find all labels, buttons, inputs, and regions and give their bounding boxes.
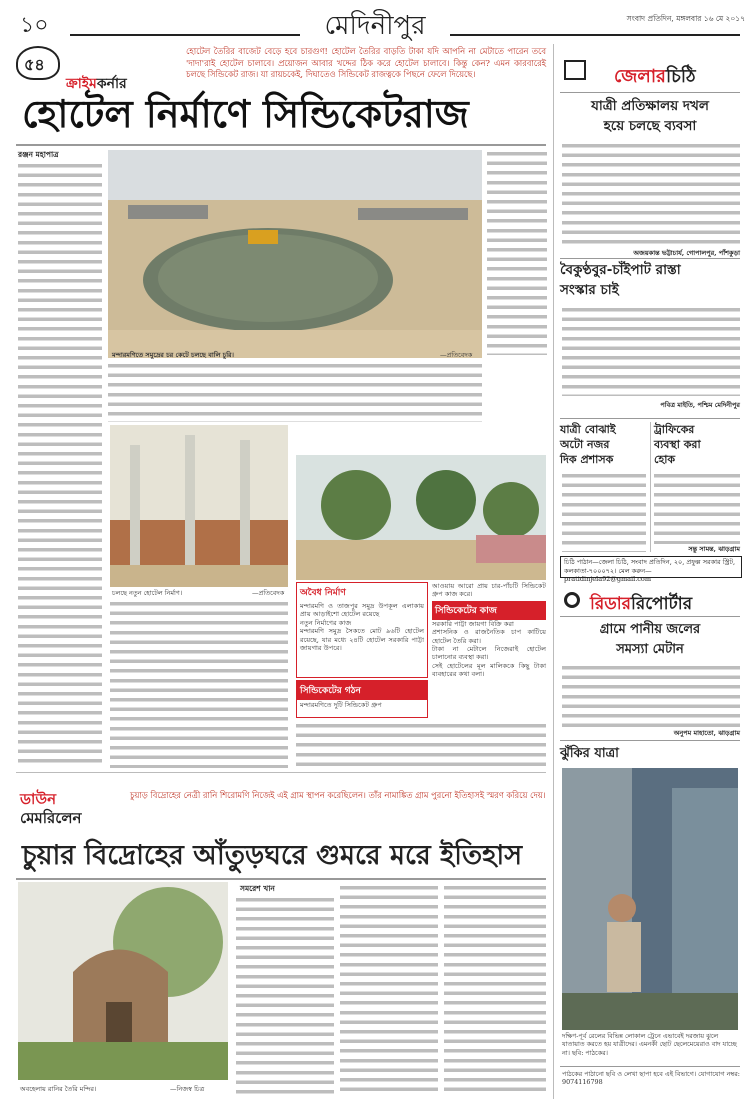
reporter-icon [564,592,580,608]
crime-byline: রঞ্জন মহাপাত্র [18,150,59,159]
memory-column-1 [236,896,334,1096]
reader-section-title [590,591,692,619]
crime-column-1 [18,162,102,767]
crime-headline: হোটেল নির্মাণে সিন্ডিকেটরাজ [22,92,469,136]
beach-photo-credit: —প্রতিবেদক [440,351,473,359]
reader-footer-rule [560,1066,740,1067]
district-story4-headline [654,422,742,467]
district-story1-rule [560,258,740,259]
filler-lines [110,600,288,768]
construction-photo-credit: —প্রতিবেদক [252,589,285,597]
trees-photo-svg [296,455,546,580]
reader-story1-rule [560,740,740,741]
crime-headline-rule [16,144,546,146]
letters-address-box: চিঠি পাঠান—জেলা চিঠি, সংবাদ প্রতিদিন, ২০, প্রফুল্ল সরকার স্ট্রিট, কলকাতা-৭০০০৭২। মেল করুন— pratidinjela92@gmail.com [560,556,742,578]
story4-headline-line2: ব্যবস্থা করা [654,438,701,451]
paper-date: সংবাদ প্রতিদিন, মঙ্গলবার ১৬ মে ২০১৭ [626,14,745,23]
box1-item-3: মন্দারমণি সমুদ্র সৈকতে মোট ৯৬টি হোটেল রয়েছে, যার মধ্যে ২৪টি হোটেল সরকারি পাট্টা জায়গার উপরে। [300,627,424,653]
box3-title: সিন্ডিকেটের কাজ [432,601,546,620]
story3-headline-line1: যাত্রী বোঝাই [560,423,616,436]
district-story-split-rule [650,422,651,552]
train-photo-caption: দক্ষিণ-পূর্ব রেলের বিভিন্ন লোকাল ট্রেনে এভাবেই দরজায় ঝুলে যাতায়াত করতে হয় যাত্রীদের। এমনকী ছোট ছেলেমেয়েরাও বাদ যাচ্ছে না। ছবি: পাঠকের। [562,1032,737,1057]
memory-column-3 [444,884,546,1096]
crime-column-4 [110,600,288,768]
district-story1-headline [560,96,740,136]
memory-byline: সমরেশ খান [240,884,275,893]
filler-lines [562,664,740,728]
page-number: ১০ [20,13,49,38]
district-story2-headline [560,260,740,300]
reader-title-dark: রিপোর্টার [631,594,693,614]
temple-photo-credit: —নিজস্ব চিত্র [170,1085,205,1093]
memory-column-2 [340,884,438,1096]
story2-headline-line2: সংস্কার চাই [560,282,619,298]
beach-sand-theft-photo [108,150,482,358]
filler-lines [108,362,482,422]
reader-story1-body [562,664,740,728]
masthead-rule-right [450,34,740,36]
beach-photo-svg [108,150,482,358]
section-title: মেদিনীপুর [324,11,426,41]
district-title-dark: চিঠি [665,66,696,87]
reader-footer-note: পাঠকের পাঠানো ছবি ও লেখা ছাপা হবে এই বিভাগে। যোগাযোগ নম্বর: 9074116798 [562,1070,740,1087]
temple-photo-caption: অবহেলায় রানির তৈরি মন্দির। [20,1085,97,1093]
reader-story1-headline [560,620,740,660]
box1-item-2: নতুন নির্মাণের কাজ [300,618,352,627]
story1-headline-line1: যাত্রী প্রতিক্ষালয় দখল [591,98,709,114]
temple-photo-svg [18,882,228,1080]
box1-title: অবৈধ নির্মাণ [300,588,346,598]
filler-lines [340,884,438,1096]
masthead-rule-left [70,34,300,36]
crime-column-2 [487,150,547,355]
ruined-temple-photo [18,882,228,1080]
district-story1-body [562,142,740,247]
district-story4-signoff: সন্তু সামন্ত, ঝাড়গ্রাম [688,545,740,553]
district-story2-signoff: পবিত্র মাইতি, পশ্চিম মেদিনীপুর [660,401,740,409]
box2-item-1: মন্দারমণিতে দুটি সিন্ডিকেট গ্রুপ [300,701,382,709]
crime-column-5 [296,722,546,768]
district-story2-body [562,306,740,396]
memory-kicker [20,790,81,828]
reader-header-rule [560,616,740,617]
train-door-photo [562,768,738,1030]
memory-headline: চুয়ার বিদ্রোহের আঁতুড়ঘরে গুমরে মরে ইতিহাস [22,840,523,871]
district-story1-signoff: অজয়কান্ত ভট্টাচার্য, গোপালপুর, পাঁশকুড়া [633,249,740,257]
reader-title-red: রিডার [590,594,632,614]
box2-title: সিন্ডিকেটের গঠন [297,681,427,700]
district-section-header [560,56,740,88]
district-story4-body [654,472,740,544]
district-header-rule [560,92,740,93]
filler-lines [296,722,546,768]
crime-teaser: হোটেল তৈরির বাজেট বেড়ে হবে চারগুণ! হোটেল তৈরির বাড়তি টাকা যদি আপনি না মেটাতে পারেন তবে 'দাদা'রাই হোটেল চালাবে। প্রয়োজন আবার খদ্দের ঠিক করে হোটেল চালাবে। কিন্তু কেন? এমন কারবারেই চলছে সিন্ডিকেট রাজ। যা রায়চকেই, দিঘাতেও সিন্ডিকেট রাজত্বকে পিছনে ফেলে দিয়েছে। [186,46,546,79]
construction-photo-caption: চলছে নতুন হোটেল নির্মাণ। [112,589,183,597]
right-column-divider [553,44,554,1099]
reader-story1-signoff: অনুপম মাহাতো, ঝাড়গ্রাম [673,729,740,737]
reader-story2-headline: ঝুঁকির যাত্রা [560,746,619,761]
crime-column-3 [108,362,482,422]
district-story2-rule [560,418,740,419]
pandanus-trees-photo [296,455,546,580]
beach-photo-caption: মন্দারমণিতে সমুদ্রের চর কেটে চলছে বালি চুরি। [112,351,234,359]
filler-lines [487,150,547,355]
crime-kicker-dark: কর্নার [96,76,127,92]
hotel-construction-photo [110,425,288,587]
box1-item-1: মন্দারমণি ও তাজপুর সমুদ্র উপকূল এলাকায় প্রায় আড়াইশো হোটেল রয়েছে [300,602,424,619]
envelope-icon [564,60,586,80]
filler-lines [562,306,740,396]
section-divider [16,772,546,773]
box3-item-2: প্রশাসনিক ও রাজনৈতিক চাপ কাটিয়ে হোটেল তৈরি করা। [432,628,546,645]
box3-item-4: সেই হোটেলের মূল মালিককে কিছু টাকা ব্যবহারের কথা বলা। [432,661,546,679]
memory-teaser: চুয়াড় বিদ্রোহের নেত্রী রানি শিরোমণি নিজেই এই গ্রাম স্থাপন করেছিলেন। তাঁর নামাঙ্কিত গ্রাম পুরনো ইতিহাসই স্মরণ করিয়ে দেয়। [130,790,546,800]
box3-item-3: টাকা না মেটালে নিজেরাই হোটেল চালানোর ব্যবস্থা করা। [432,645,546,662]
crime-kicker-red: ক্রাইম [66,76,97,92]
district-section-title [614,62,696,93]
box3-item-1: সরকারি পাট্টা জায়গা বিক্রি করা [432,619,514,628]
syndicate-work-box [432,582,546,700]
district-story3-body [562,472,646,552]
story4-headline-line1: ট্রাফিকের [654,423,695,436]
masthead [0,0,750,40]
filler-lines [236,896,334,1096]
story3-headline-line2: অটো নজর [560,438,610,451]
illegal-construction-box [296,582,428,678]
story2-headline-line1: বৈকুণ্ঠবুর-চাঁইপাট রাস্তা [560,262,681,278]
memory-kicker-line2: মেমরিলেন [20,809,82,827]
train-photo-svg [562,768,738,1030]
story4-headline-line3: হোক [654,453,676,466]
reader-story1-line1: গ্রামে পানীয় জলের [599,622,701,637]
district-title-red: জেলার [614,66,666,87]
memory-headline-rule [16,878,546,880]
filler-lines [444,884,546,1096]
syndicate-formation-box [296,680,428,718]
construction-photo-svg [110,425,288,587]
district-story3-headline [560,422,648,467]
filler-lines [18,162,102,767]
box3-lead: আওয়ায় আরো প্রায় চার-পাঁচটি সিন্ডিকেট গ্রুপ কাজ করে। [432,582,546,599]
crime-badge-number: ৫৪ [24,55,45,74]
filler-lines [654,472,740,544]
filler-lines [562,472,646,552]
reader-section-header [560,586,740,616]
crime-corner-header [16,46,546,92]
memory-kicker-line1: ডাউন [20,790,57,808]
story1-headline-line2: হয়ে চলছে ব্যবসা [603,118,697,134]
reader-story1-line2: সমস্যা মেটান [616,642,684,657]
story3-headline-line3: দিক প্রশাসক [560,453,614,466]
filler-lines [562,142,740,247]
